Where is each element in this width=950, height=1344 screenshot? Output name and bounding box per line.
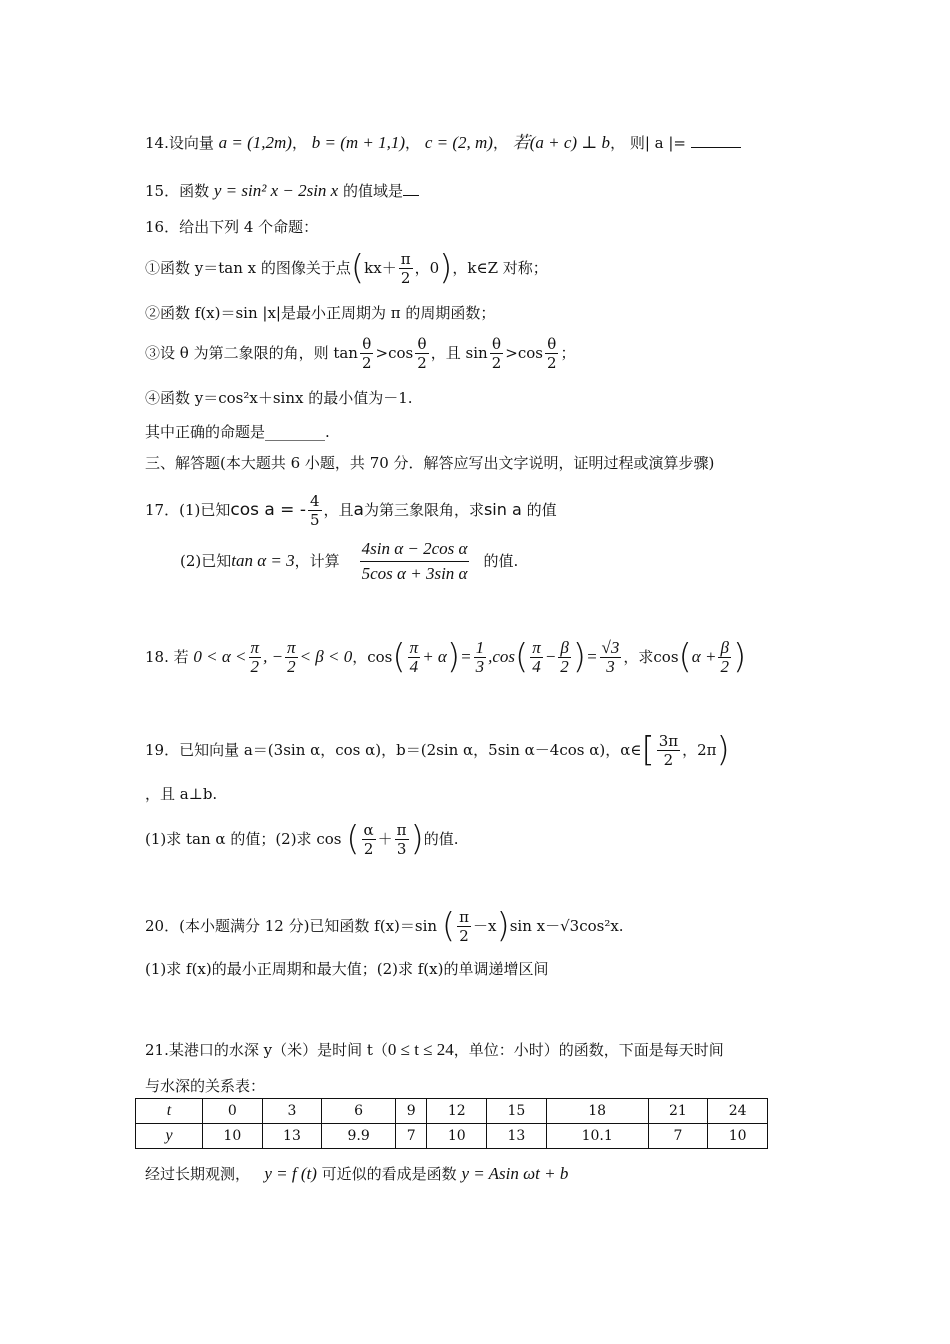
table-cell: 18 — [546, 1099, 648, 1124]
left-paren: ( — [346, 819, 360, 859]
q18-cos2: ,cos — [488, 647, 516, 666]
q18-cond-alpha: 0 < α < — [193, 647, 247, 666]
fraction-theta-over-2 — [415, 335, 429, 372]
table-cell: 0 — [203, 1099, 263, 1124]
fraction-denominator: 2 — [663, 750, 674, 769]
fraction-theta-over-2 — [360, 335, 374, 372]
question-16-title: 16．给出下列 4 个命题： — [145, 218, 319, 236]
fraction-numerator: β — [560, 637, 569, 657]
fraction-numerator: 3π — [658, 731, 679, 750]
table-row-y — [136, 1124, 768, 1149]
q19-interval-end: ，2π — [682, 741, 717, 759]
q16-p1-end: ，k∈Z 对称； — [452, 259, 548, 277]
question-19-cont: ，且 a⊥b. — [145, 785, 218, 803]
table-row-t — [136, 1099, 768, 1124]
q14-prefix: 14.设向量 — [145, 134, 214, 152]
table-cell: 9 — [395, 1099, 426, 1124]
fraction-numerator: θ — [547, 334, 557, 353]
q21-suffix: ，单位：小时）的函数，下面是每天时间 — [453, 1041, 724, 1059]
fraction-denominator: 2 — [417, 353, 427, 372]
fraction-numerator: β — [720, 637, 729, 657]
section-3-heading: 三、解答题(本大题共 6 小题，共 70 分．解答应写出文字说明，证明过程或演算步骤) — [145, 454, 715, 472]
question-19-parts — [145, 817, 459, 861]
q18-ask: ，求cos — [623, 648, 679, 666]
left-bracket: [ — [641, 730, 655, 770]
q21-range: 0 ≤ t ≤ 24 — [387, 1040, 454, 1059]
fraction-numerator: π — [250, 637, 260, 657]
left-paren: ( — [515, 637, 529, 677]
fraction-theta-over-2 — [490, 335, 504, 372]
q19-parts-text: (1)求 tan α 的值；(2)求 cos — [145, 830, 342, 848]
right-paren: ) — [446, 637, 461, 677]
equals-sign: = — [460, 647, 472, 666]
fraction-numerator: α — [363, 820, 374, 839]
fraction-denominator: 2 — [400, 268, 411, 287]
fraction-3pi-over-2 — [657, 732, 680, 769]
q17-tan-alpha: tan α = 3 — [231, 551, 295, 570]
table-cell: 9.9 — [322, 1124, 396, 1149]
q20-rest: sin x－√3cos²x. — [509, 917, 624, 935]
fraction-denominator: 4 — [532, 656, 541, 676]
table-cell: 10 — [427, 1124, 487, 1149]
fraction-numerator: θ — [417, 334, 427, 353]
fraction-theta-over-2 — [545, 335, 559, 372]
q17-p2-end: 的值. — [483, 552, 519, 570]
question-21-cont: 与水深的关系表： — [145, 1077, 266, 1095]
q18-cond-beta: < β < 0 — [299, 647, 353, 666]
q18-plus-alpha: + α — [422, 647, 447, 666]
fraction-pi-over-2 — [399, 250, 413, 287]
q21-approx-text: 可近似的看成是函数 — [321, 1165, 457, 1183]
fraction-numerator: π — [409, 637, 419, 657]
q17-end: 的值 — [526, 501, 557, 519]
question-17-part-2 — [180, 536, 518, 586]
equals-sign: = — [586, 647, 598, 666]
question-20 — [145, 904, 624, 948]
fraction-alpha-over-2 — [362, 821, 376, 858]
q19-end: 的值. — [423, 830, 459, 848]
fraction-numerator: 4 — [309, 491, 320, 510]
fraction-numerator: 1 — [475, 637, 485, 657]
q18-alpha-plus: α + — [691, 647, 717, 666]
fraction-denominator: 2 — [250, 656, 260, 676]
fraction-numerator: π — [400, 249, 411, 268]
fraction-numerator: π — [287, 637, 296, 657]
fraction-denominator: 3 — [475, 656, 485, 676]
q21-function: y = f (t) — [264, 1164, 317, 1183]
table-cell: 7 — [648, 1124, 708, 1149]
question-15 — [145, 179, 419, 202]
q16-p3-sin: ，且 sin — [430, 344, 488, 362]
question-21 — [145, 1039, 724, 1061]
fraction-denominator: 2 — [491, 353, 502, 372]
q21-prefix: 21.某港口的水深 y（米）是时间 t（ — [145, 1041, 388, 1059]
q16-p3-end: ； — [560, 344, 576, 362]
table-cell: 10 — [203, 1124, 263, 1149]
fraction-numerator: 4sin α − 2cos α — [360, 537, 470, 562]
table-header-cell: t — [136, 1099, 203, 1124]
fraction-denominator: 5 — [309, 510, 320, 529]
q16-p3-cos2: >cos — [505, 344, 543, 362]
table-cell: 3 — [262, 1099, 322, 1124]
table-cell: 24 — [708, 1099, 768, 1124]
plus-sign: ＋ — [377, 830, 393, 848]
q15-expression: y = sin² x − 2sin x — [213, 181, 339, 200]
question-14: 14.设向量 a = (1,2m)， b = (m + 1,1)， c = (2, m)， 若(a + c) ⊥ b， 则| a |= — [145, 131, 741, 154]
fraction-denominator: 5cos α + 3sin α — [361, 563, 468, 583]
q14-vector-a: a = (1,2m) — [218, 133, 292, 152]
depth-time-table — [135, 1098, 768, 1149]
q15-prefix: 15．函数 — [145, 182, 210, 200]
right-paren: ) — [572, 637, 587, 677]
question-19 — [145, 728, 730, 772]
left-paren: ( — [392, 637, 406, 677]
q17-symbol-a: a — [353, 500, 364, 520]
fraction-numerator: π — [459, 907, 469, 926]
fraction-numerator: π — [532, 637, 541, 657]
table-cell: 13 — [262, 1124, 322, 1149]
table-cell: 7 — [395, 1124, 426, 1149]
fraction-4-over-5 — [308, 492, 322, 529]
question-18 — [145, 632, 746, 682]
q17-cos-a: cos a = - — [230, 500, 306, 520]
q17-prefix: 17．(1)已知 — [145, 501, 231, 519]
q14-answer-blank[interactable] — [691, 131, 741, 148]
fraction-denominator: 2 — [546, 353, 557, 372]
table-cell: 12 — [427, 1099, 487, 1124]
fraction-denominator: 2 — [459, 926, 469, 945]
table-cell: 10 — [708, 1124, 768, 1149]
question-17-part-1 — [145, 486, 557, 534]
q18-prefix: 18. 若 — [145, 648, 189, 666]
q17-suffix: 为第三象限角，求 — [363, 501, 484, 519]
fraction-numerator: √3 — [601, 637, 620, 657]
q14-condition: 若(a + c) ⊥ b — [512, 133, 611, 152]
fraction-1-over-3 — [474, 639, 487, 676]
fraction-denominator: 2 — [287, 656, 296, 676]
q17-sin-a: sin a — [483, 500, 522, 519]
q20-minus-x: －x — [472, 917, 497, 935]
fraction-trig-ratio — [360, 537, 470, 586]
fraction-denominator: 2 — [720, 656, 729, 676]
fraction-pi-over-2 — [285, 639, 298, 676]
minus-sign: − — [544, 647, 557, 666]
q14-ask: 则| a |= — [629, 134, 686, 152]
q17-mid: ，且 — [323, 501, 354, 519]
fraction-pi-over-4 — [530, 639, 543, 676]
fraction-pi-over-2 — [249, 639, 262, 676]
fraction-denominator: 2 — [363, 839, 374, 858]
fraction-sqrt3-over-3 — [600, 639, 622, 676]
table-cell: 10.1 — [546, 1124, 648, 1149]
fraction-pi-over-4 — [408, 639, 421, 676]
q21-observation: 经过长期观测， — [145, 1165, 251, 1183]
q16-p1-kx: kx＋ — [364, 259, 397, 277]
question-16-proposition-1 — [145, 248, 548, 288]
question-16-proposition-3 — [145, 333, 576, 373]
question-16-ask: 其中正确的命题是________. — [145, 423, 330, 441]
q15-answer-blank[interactable] — [403, 179, 419, 196]
q20-prefix: 20．(本小题满分 12 分)已知函数 f(x)＝sin — [145, 917, 438, 935]
q18-comma-minus: , − — [263, 647, 284, 666]
fraction-numerator: θ — [362, 334, 372, 353]
fraction-beta-over-2 — [718, 639, 731, 676]
q16-p3-cos: >cos — [375, 344, 414, 362]
left-paren: ( — [441, 906, 456, 946]
right-paren: ) — [716, 730, 730, 770]
fraction-denominator: 2 — [560, 656, 569, 676]
table-header-cell: y — [136, 1124, 203, 1149]
fraction-beta-over-2 — [558, 639, 571, 676]
fraction-pi-over-2 — [457, 908, 471, 945]
fraction-denominator: 3 — [606, 656, 615, 676]
left-paren: ( — [350, 248, 365, 288]
q15-suffix: 的值域是 — [343, 182, 404, 200]
fraction-numerator: π — [396, 820, 407, 839]
question-20-parts: (1)求 f(x)的最小正周期和最大值；(2)求 f(x)的单调递增区间 — [145, 960, 549, 978]
q19-vectors: 19．已知向量 a＝(3sin α，cos α)，b＝(2sin α，5sin α－4cos α)，α∈ — [145, 741, 642, 759]
fraction-numerator: θ — [491, 334, 501, 353]
q21-model-formula: y = Asin ωt + b — [461, 1164, 569, 1183]
q18-cos: ，cos — [352, 648, 393, 666]
q16-p1-zero: ，0 — [414, 259, 440, 277]
fraction-denominator: 2 — [361, 353, 372, 372]
fraction-denominator: 4 — [409, 656, 419, 676]
question-21-model — [145, 1163, 568, 1185]
table-cell: 21 — [648, 1099, 708, 1124]
q16-p1-text: ①函数 y＝tan x 的图像关于点 — [145, 259, 351, 277]
left-paren: ( — [678, 637, 692, 677]
q16-p3-text: ③设 θ 为第二象限的角，则 tan — [145, 344, 358, 362]
q14-vector-c: c = (2, m) — [424, 133, 493, 152]
right-paren: ) — [732, 637, 747, 677]
fraction-pi-over-3 — [395, 821, 409, 858]
table-cell: 13 — [487, 1124, 547, 1149]
question-16-proposition-2: ②函数 f(x)＝sin |x|是最小正周期为 π 的周期函数； — [145, 304, 496, 322]
q17-p2-compute: ，计算 — [294, 552, 340, 570]
right-paren: ) — [439, 248, 453, 288]
question-16-proposition-4: ④函数 y＝cos²x＋sinx 的最小值为－1. — [145, 389, 413, 407]
q14-vector-b: b = (m + 1,1) — [311, 133, 406, 152]
q17-p2-prefix: (2)已知 — [180, 552, 232, 570]
table-cell: 15 — [487, 1099, 547, 1124]
right-paren: ) — [410, 819, 424, 859]
table-cell: 6 — [322, 1099, 396, 1124]
fraction-denominator: 3 — [396, 839, 407, 858]
right-paren: ) — [496, 906, 510, 946]
